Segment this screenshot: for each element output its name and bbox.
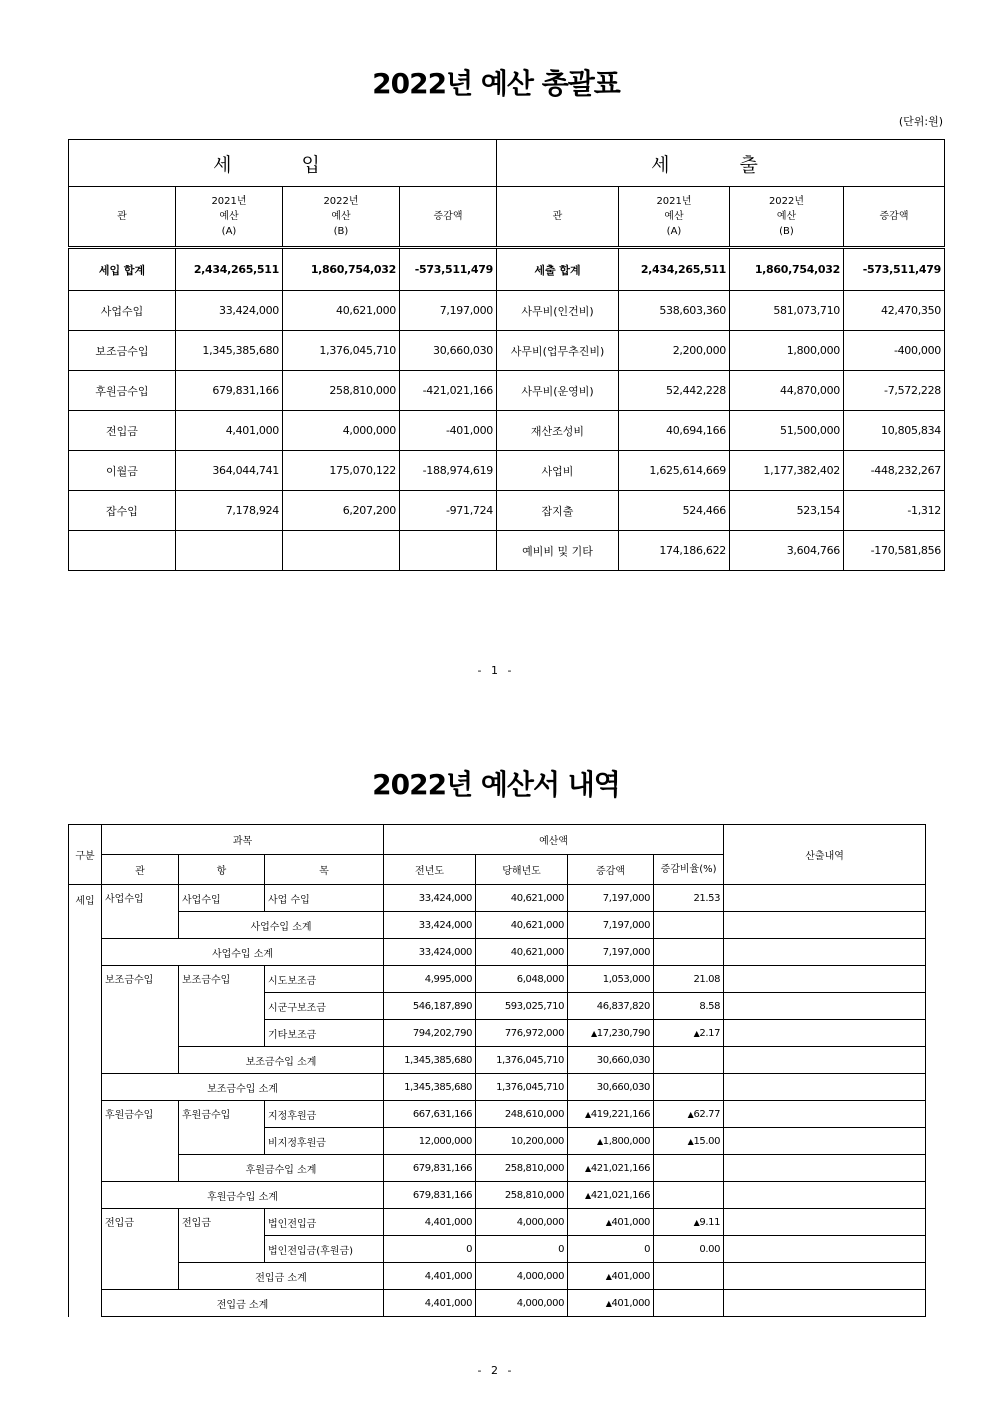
table-row: 보조금수입 소계 1,345,385,680 1,376,045,710 30,660,030 (69, 1047, 926, 1074)
budget-detail-table (68, 824, 926, 1317)
table-row: 전입금 4,401,000 4,000,000 -401,000 재산조성비 40,694,166 51,500,000 10,805,834 (69, 411, 945, 451)
table-row: 전입금 전입금 법인전입금 4,401,000 4,000,000 ▲ 401,000 ▲ 9.11 (69, 1209, 926, 1236)
table-row: 사업수입 소계 33,424,000 40,621,000 7,197,000 (69, 912, 926, 939)
table-row: 법인전입금(후원금) 0 0 0 0.00 (69, 1236, 926, 1263)
col-2021: 2021년 예산 (A) (619, 187, 730, 248)
col-gubun: 구분 (69, 825, 102, 885)
table-row: 후원금수입 소계 679,831,166 258,810,000 ▲ 421,021,166 (69, 1155, 926, 1182)
table-row: 기타보조금 794,202,790 776,972,000 ▲ 17,230,790 ▲ 2.17 (69, 1020, 926, 1047)
table-row: 보조금수입 1,345,385,680 1,376,045,710 30,660,030 사무비(업무추진비) 2,200,000 1,800,000 -400,000 (69, 331, 945, 371)
table-row: 전입금 소계 4,401,000 4,000,000 ▲ 401,000 (69, 1290, 926, 1317)
page-number: - 2 - (477, 1364, 515, 1377)
col-diff: 증감액 (844, 187, 945, 248)
table-row: 후원금수입 소계 679,831,166 258,810,000 ▲ 421,021,166 (69, 1182, 926, 1209)
table-row: 보조금수입 소계 1,345,385,680 1,376,045,710 30,660,030 (69, 1074, 926, 1101)
unit-label: (단위:원) (898, 115, 943, 128)
table-row: 세입 합계 2,434,265,511 1,860,754,032 -573,511,479 세출 합계 2,434,265,511 1,860,754,032 -573,511,479 (69, 248, 945, 291)
col-diff: 증감액 (400, 187, 497, 248)
gubun-cell: 세입 (69, 885, 102, 1317)
table-row: 후원금수입 679,831,166 258,810,000 -421,021,166 사무비(운영비) 52,442,228 44,870,000 -7,572,228 (69, 371, 945, 411)
col-hang: 항 (179, 855, 265, 885)
page-number: - 1 - (477, 664, 515, 677)
col-ratio: 증감비율(%) (654, 855, 724, 885)
table-row: 시군구보조금 546,187,890 593,025,710 46,837,820 8.58 (69, 993, 926, 1020)
table-row: 사업수입 소계 33,424,000 40,621,000 7,197,000 (69, 939, 926, 966)
table-row: 이월금 364,044,741 175,070,122 -188,974,619 사업비 1,625,614,669 1,177,382,402 -448,232,267 (69, 451, 945, 491)
page-title: 2022년 예산서 내역 (372, 768, 620, 801)
col-mok: 목 (265, 855, 384, 885)
col-diff: 증감액 (568, 855, 654, 885)
table-row: 전입금 소계 4,401,000 4,000,000 ▲ 401,000 (69, 1263, 926, 1290)
col-curr: 당해년도 (476, 855, 568, 885)
budget-summary-table (68, 139, 945, 571)
col-2021: 2021년 예산 (A) (176, 187, 283, 248)
col-2022: 2022년 예산 (B) (730, 187, 844, 248)
col-gwan: 관 (497, 187, 619, 248)
table-row: 예비비 및 기타 174,186,622 3,604,766 -170,581,856 (69, 531, 945, 571)
page-title: 2022년 예산 총괄표 (372, 67, 620, 100)
col-gwamok: 과목 (102, 825, 384, 855)
col-gwan: 관 (69, 187, 176, 248)
table-row: 비지정후원금 12,000,000 10,200,000 ▲ 1,800,000 ▲ 15.00 (69, 1128, 926, 1155)
income-header: 세 입 (69, 140, 497, 187)
col-prev: 전년도 (384, 855, 476, 885)
table-row: 잡수입 7,178,924 6,207,200 -971,724 잡지출 524,466 523,154 -1,312 (69, 491, 945, 531)
col-gwan: 관 (102, 855, 179, 885)
table-row: 사업수입 33,424,000 40,621,000 7,197,000 사무비(인건비) 538,603,360 581,073,710 42,470,350 (69, 291, 945, 331)
col-budget: 예산액 (384, 825, 724, 855)
table-row: 세입 사업수입 사업수입 사업 수입 33,424,000 40,621,000 7,197,000 21.53 (69, 885, 926, 912)
expense-header: 세 출 (497, 140, 945, 187)
table-row: 후원금수입 후원금수입 지정후원금 667,631,166 248,610,000 ▲ 419,221,166 ▲ 62.77 (69, 1101, 926, 1128)
col-calc: 산출내역 (724, 825, 926, 885)
col-2022: 2022년 예산 (B) (283, 187, 400, 248)
table-row: 보조금수입 보조금수입 시도보조금 4,995,000 6,048,000 1,053,000 21.08 (69, 966, 926, 993)
